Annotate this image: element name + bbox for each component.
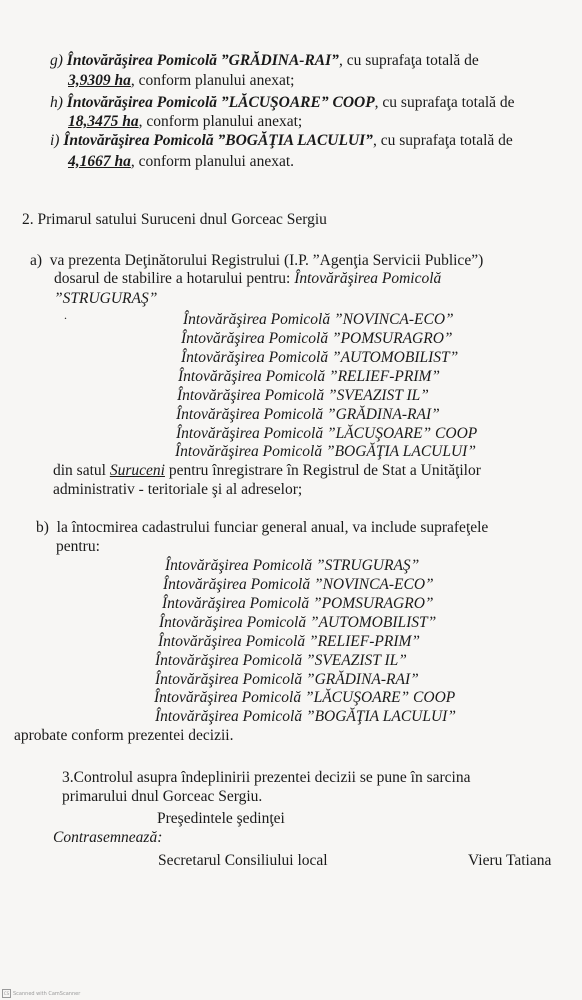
b-list-item: Întovărăşirea Pomicolă ”BOGĂŢIA LACULUI” <box>155 708 456 725</box>
b-mark: b) <box>36 519 49 536</box>
a-list-item: Întovărăşirea Pomicolă ”AUTOMOBILIST” <box>181 349 459 366</box>
item-tail: , conform planului anexat; <box>130 72 295 89</box>
a-after-post: pentru înregistrare în Registrul de Stat a Unităţilor <box>164 462 481 479</box>
a-list-item: Întovărăşirea Pomicolă ”LĂCUŞOARE” COOP <box>176 425 478 442</box>
item-i-line1 <box>50 132 513 150</box>
a-text1: va prezenta Deţinătorului Registrului (I.P. ”Agenţia Servicii Publice”) <box>49 252 484 269</box>
section2-a-line2 <box>54 270 441 288</box>
item-name: Întovărăşirea Pomicolă ”GRĂDINA-RAI” <box>66 52 339 69</box>
item-area: 3,9309 ha <box>68 72 131 89</box>
section2-a-line1 <box>30 252 483 270</box>
b-list-item: Întovărăşirea Pomicolă ”NOVINCA-ECO” <box>163 576 434 593</box>
item-g-line2 <box>68 72 294 90</box>
item-name: Întovărăşirea Pomicolă ”BOGĂŢIA LACULUI” <box>63 132 373 149</box>
scanner-watermark <box>2 989 80 998</box>
secretary-name: Vieru Tatiana <box>468 852 552 869</box>
a-list-item: Întovărăşirea Pomicolă ”GRĂDINA-RAI” <box>176 406 440 423</box>
b-list-item: Întovărăşirea Pomicolă ”LĂCUŞOARE” COOP <box>154 689 456 706</box>
a-list-item: Întovărăşirea Pomicolă ”BOGĂŢIA LACULUI” <box>175 443 476 460</box>
section2-b-after: aprobate conform prezentei decizii. <box>14 727 234 744</box>
b-text1: la întocmirea cadastrului funciar general anual, va include suprafeţele <box>56 519 489 536</box>
item-mark: h) <box>50 94 63 111</box>
b-list-item: Întovărăşirea Pomicolă ”AUTOMOBILIST” <box>159 614 437 631</box>
b-list-item: Întovărăşirea Pomicolă ”GRĂDINA-RAI” <box>155 671 419 688</box>
president-label: Preşedintele şedinţei <box>157 810 285 827</box>
item-g-line1 <box>50 52 479 70</box>
b-list-item: Întovărăşirea Pomicolă ”RELIEF-PRIM” <box>158 633 421 650</box>
item-tail: , conform planului anexat; <box>138 113 303 130</box>
section2-a-line3: ”STRUGURAŞ” <box>54 290 158 307</box>
a-text2-italic: Întovărăşirea Pomicolă <box>294 270 442 287</box>
section2-heading: 2. Primarul satului Suruceni dnul Gorceac Sergiu <box>22 211 327 228</box>
item-rest: , cu suprafaţa totală de <box>338 52 479 69</box>
item-i-line2 <box>68 153 294 171</box>
a-text2: dosarul de stabilire a hotarului pentru: <box>54 270 295 287</box>
a-list-item: Întovărăşirea Pomicolă ”NOVINCA-ECO” <box>183 311 454 328</box>
a-list-item: Întovărăşirea Pomicolă ”SVEAZIST IL” <box>177 387 429 404</box>
section2-b-line2: pentru: <box>56 538 100 555</box>
section2-b-line1 <box>36 519 488 537</box>
b-list-item: Întovărăşirea Pomicolă ”POMSURAGRO” <box>162 595 434 612</box>
section3-line1: 3.Controlul asupra îndeplinirii prezentei decizii se pune în sarcina <box>62 769 471 786</box>
secretary-label: Secretarul Consiliului local <box>158 852 328 869</box>
item-rest: , cu suprafaţa totală de <box>372 132 513 149</box>
countersign-label: Contrasemnează: <box>53 829 163 846</box>
scanner-text: Scanned with CamScanner <box>13 990 81 997</box>
a-after-village: Suruceni <box>109 462 165 479</box>
item-area: 18,3475 ha <box>68 113 139 130</box>
camscanner-logo-icon: CS <box>3 991 10 996</box>
item-tail: , conform planului anexat. <box>130 153 295 170</box>
item-mark: g) <box>50 52 63 69</box>
item-rest: , cu suprafaţa totală de <box>374 94 515 111</box>
item-h-line1 <box>50 94 515 112</box>
item-name: Întovărăşirea Pomicolă ”LĂCUŞOARE” COOP <box>66 94 375 111</box>
item-mark: i) <box>50 132 60 149</box>
b-list-item: Întovărăşirea Pomicolă ”STRUGURAŞ” <box>165 557 420 574</box>
a-list-item: Întovărăşirea Pomicolă ”POMSURAGRO” <box>181 330 453 347</box>
section2-a-after1 <box>53 462 481 480</box>
a-mark: a) <box>30 252 43 269</box>
section3-line2: primarului dnul Gorceac Sergiu. <box>62 788 263 805</box>
a-after-pre: din satul <box>53 462 110 479</box>
a-list-item: Întovărăşirea Pomicolă ”RELIEF-PRIM” <box>178 368 441 385</box>
section2-a-after2: administrativ - teritoriale şi al adreselor; <box>53 481 303 498</box>
section2-a-dot: . <box>64 308 67 322</box>
item-area: 4,1667 ha <box>68 153 131 170</box>
item-h-line2 <box>68 113 302 131</box>
b-list-item: Întovărăşirea Pomicolă ”SVEAZIST IL” <box>155 652 407 669</box>
